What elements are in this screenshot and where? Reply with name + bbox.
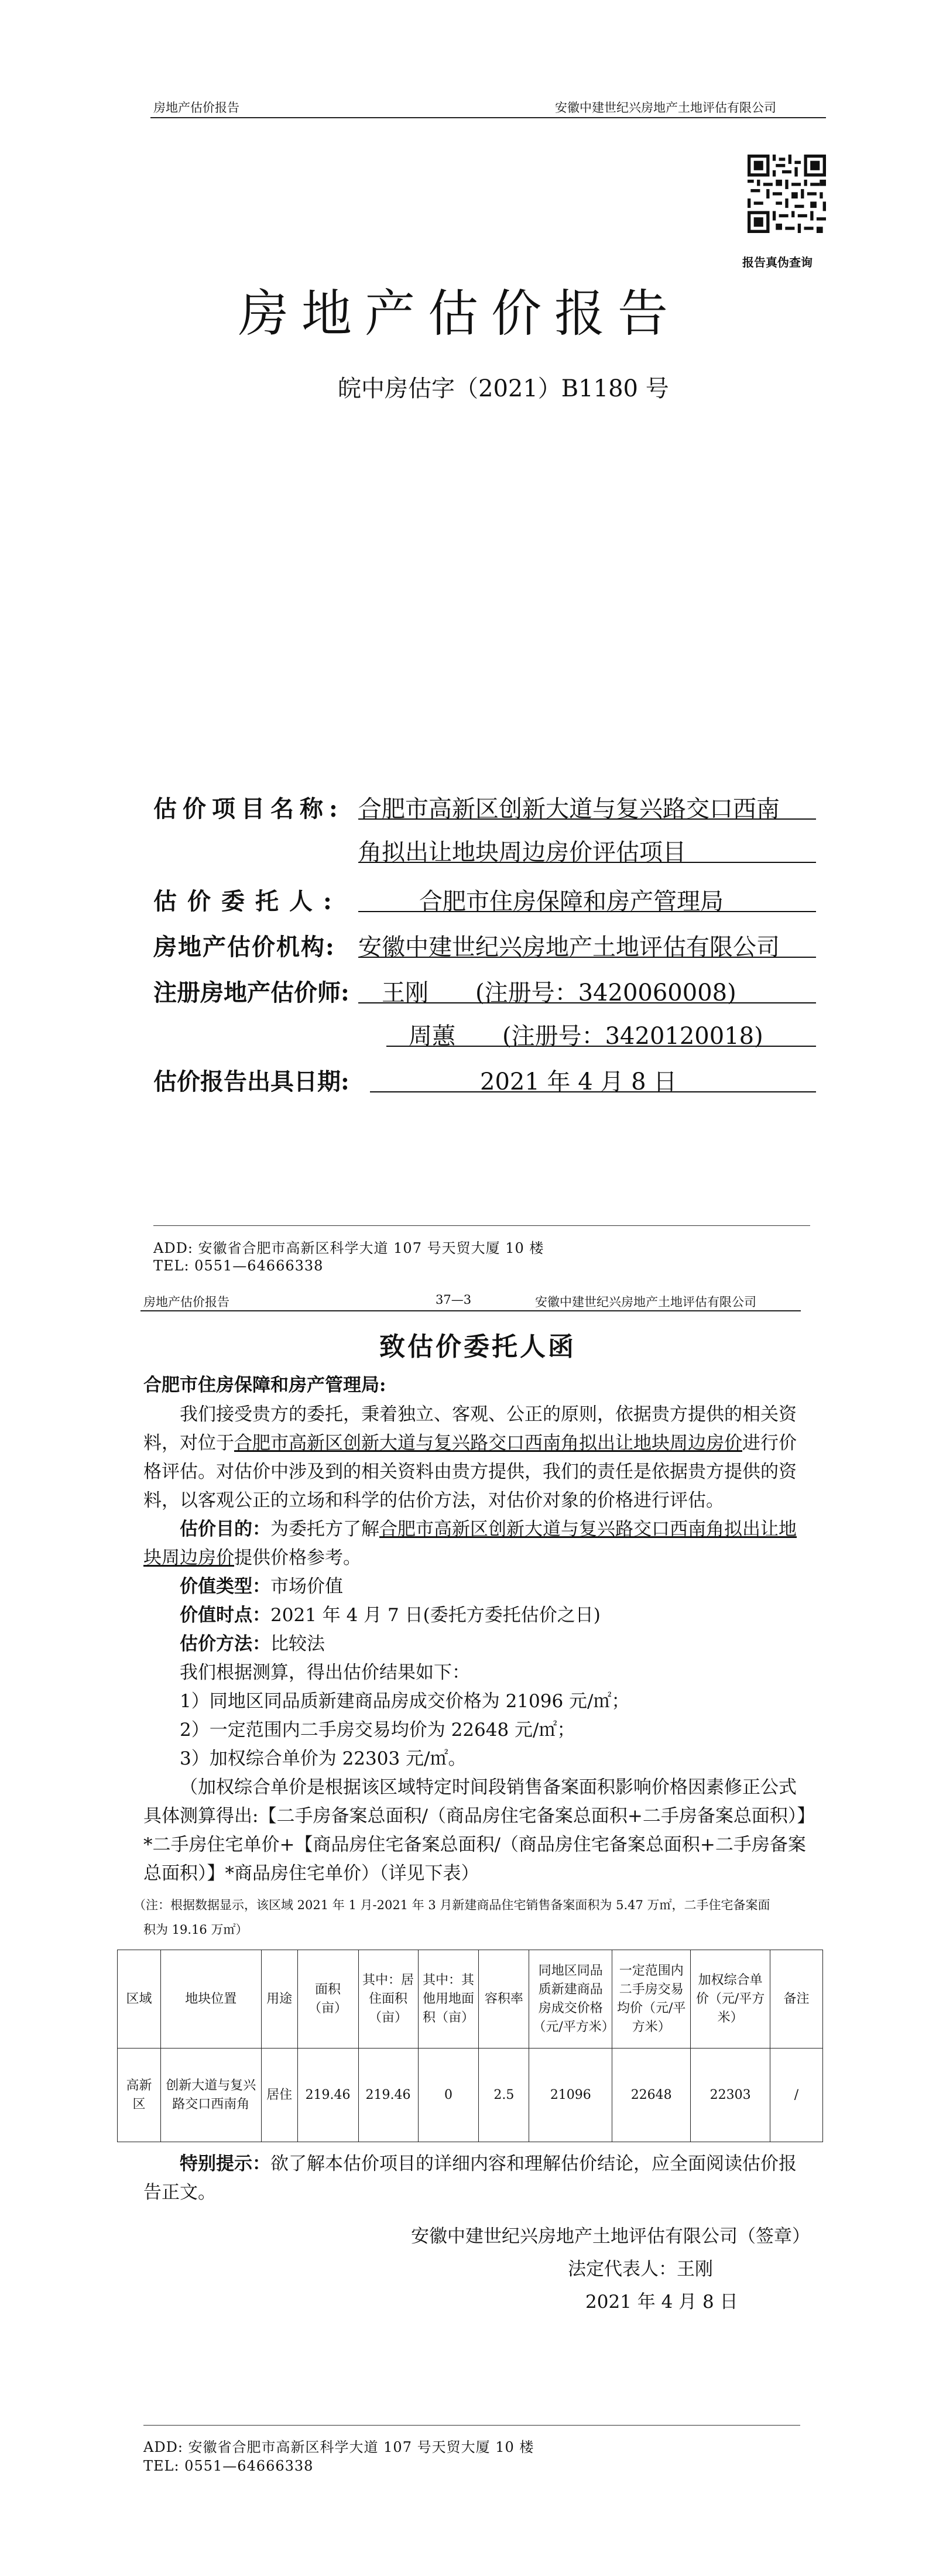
th-remarks: 备注 — [770, 1950, 823, 2049]
formula-line4: 总面积）】*商品房住宅单价）（详见下表） — [143, 1863, 479, 1884]
page1-footer-rule — [153, 1225, 810, 1226]
appraiser-2-underline — [386, 1046, 816, 1047]
page2-header-right: 安徽中建世纪兴房地产土地评估有限公司 — [535, 1295, 756, 1309]
special-note-line2: 告正文。 — [143, 2182, 216, 2203]
estimate-table — [117, 1950, 823, 2142]
method-text: 比较法 — [270, 1633, 325, 1654]
method — [180, 1630, 325, 1659]
formula-line2: 具体测算得出:【二手房备案总面积/（商品房住宅备案总面积+二手房备案总面积）】 — [143, 1806, 815, 1827]
page1-address: ADD: 安徽省合肥市高新区科学大道 107 号天贸大厦 10 楼 — [153, 1240, 544, 1256]
th-region: 区域 — [118, 1950, 161, 2049]
purpose-subject-2: 块周边房价 — [143, 1547, 234, 1568]
signature-company: 安徽中建世纪兴房地产土地评估有限公司（签章） — [411, 2226, 810, 2247]
page1-header-right: 安徽中建世纪兴房地产土地评估有限公司 — [555, 101, 776, 115]
appraiser-1-underline — [358, 1002, 816, 1003]
page2-footer-rule — [143, 2425, 800, 2426]
result-intro: 我们根据测算，得出估价结果如下： — [180, 1662, 470, 1683]
para1-line2-pre: 料，对位于 — [143, 1433, 234, 1454]
result-1: 1）同地区同品质新建商品房成交价格为 21096 元/㎡； — [180, 1691, 630, 1712]
client-value: 合肥市住房保障和房产管理局 — [419, 888, 724, 915]
appraiser-2: 周蕙 (注册号：3420120018) — [409, 1023, 763, 1050]
para1-line1: 我们接受贵方的委托，秉着独立、客观、公正的原则，依据贵方提供的相关资 — [180, 1404, 797, 1425]
para1-line2 — [143, 1429, 797, 1458]
value-type — [180, 1573, 343, 1601]
note-line1: （注：根据数据显示，该区域 2021 年 1 月-2021 年 3 月新建商品住宅销售备案面积为 5.47 万㎡，二手住宅备案面 — [133, 1898, 770, 1912]
th-far: 容积率 — [479, 1950, 529, 2049]
formula-line1: （加权综合单价是根据该区域特定时间段销售备案面积影响价格因素修正公式 — [180, 1777, 797, 1798]
report-number: 皖中房估字（2021）B1180 号 — [338, 375, 669, 402]
note-line2: 积为 19.16 万㎡） — [143, 1923, 248, 1937]
issue-date-value: 2021 年 4 月 8 日 — [480, 1068, 677, 1095]
td-other-area: 0 — [418, 2049, 479, 2142]
td-far: 2.5 — [479, 2049, 529, 2142]
issue-date-label: 估价报告出具日期: — [153, 1068, 349, 1095]
th-weighted-price: 加权综合单价（元/平方米） — [691, 1950, 770, 2049]
purpose-post: 提供价格参考。 — [234, 1547, 361, 1568]
appraiser-1: 王刚 (注册号：3420060008) — [382, 979, 736, 1006]
purpose-line1 — [180, 1515, 797, 1544]
value-type-label: 价值类型： — [180, 1576, 270, 1597]
qr-caption: 报告真伪查询 — [742, 255, 813, 269]
project-name-label: 估价项目名称: — [153, 795, 344, 823]
table-row — [118, 2049, 823, 2142]
special-note-label: 特别提示： — [180, 2153, 270, 2174]
subject-property: 合肥市高新区创新大道与复兴路交口西南角拟出让地块周边房价 — [234, 1433, 742, 1454]
th-residential-area: 其中：居住面积（亩） — [358, 1950, 418, 2049]
td-area: 219.46 — [297, 2049, 358, 2142]
th-area: 面积（亩） — [297, 1950, 358, 2049]
value-date-label: 价值时点： — [180, 1605, 270, 1626]
purpose-subject-1: 合肥市高新区创新大道与复兴路交口西南角拟出让地 — [379, 1519, 797, 1540]
agency-label: 房地产估价机构: — [153, 933, 335, 961]
client-label: 估价委托人: — [153, 888, 342, 915]
signature-legal-rep: 法定代表人：王刚 — [568, 2259, 713, 2280]
result-3: 3）加权综合单价为 22303 元/㎡。 — [180, 1748, 467, 1769]
td-location: 创新大道与复兴路交口西南角 — [160, 2049, 261, 2142]
table-header-row — [118, 1950, 823, 2049]
formula-line3: *二手房住宅单价+【商品房住宅备案总面积/（商品房住宅备案总面积+二手房备案 — [143, 1834, 806, 1855]
td-resale-price: 22648 — [612, 2049, 691, 2142]
td-remarks: / — [770, 2049, 823, 2142]
result-2: 2）一定范围内二手房交易均价为 22648 元/㎡； — [180, 1719, 575, 1741]
td-use: 居住 — [261, 2049, 297, 2142]
th-use: 用途 — [261, 1950, 297, 2049]
value-date-text: 2021 年 4 月 7 日(委托方委托估价之日) — [270, 1605, 601, 1626]
td-residential-area: 219.46 — [358, 2049, 418, 2142]
page2-address: ADD: 安徽省合肥市高新区科学大道 107 号天贸大厦 10 楼 — [143, 2439, 534, 2455]
project-name-underline2 — [358, 862, 816, 863]
salutation: 合肥市住房保障和房产管理局: — [143, 1375, 386, 1396]
td-region: 高新区 — [118, 2049, 161, 2142]
td-weighted-price: 22303 — [691, 2049, 770, 2142]
purpose-line2 — [143, 1544, 361, 1573]
td-new-price: 21096 — [529, 2049, 612, 2142]
purpose-pre: 为委托方了解 — [270, 1519, 379, 1540]
report-title: 房地产估价报告 — [238, 285, 681, 343]
agency-underline — [358, 957, 816, 958]
page1-tel: TEL: 0551—64666338 — [153, 1258, 324, 1274]
page1-header-rule — [150, 117, 826, 118]
page2-tel: TEL: 0551—64666338 — [143, 2458, 314, 2474]
page2-header-rule — [140, 1310, 801, 1311]
th-new-price: 同地区同品质新建商品房成交价格（元/平方米） — [529, 1950, 612, 2049]
th-location: 地块位置 — [160, 1950, 261, 2049]
special-note-text: 欲了解本估价项目的详细内容和理解估价结论，应全面阅读估价报 — [270, 2153, 797, 2174]
value-type-text: 市场价值 — [270, 1576, 343, 1597]
purpose-label: 估价目的： — [180, 1519, 270, 1540]
para1-line2-post: 进行价 — [742, 1433, 797, 1454]
th-resale-price: 一定范围内二手房交易均价（元/平方米） — [612, 1950, 691, 2049]
value-date — [180, 1601, 601, 1630]
appraiser-label: 注册房地产估价师: — [153, 979, 349, 1006]
signature-date: 2021 年 4 月 8 日 — [585, 2291, 738, 2313]
page1-header-left: 房地产估价报告 — [153, 101, 239, 115]
letter-title: 致估价委托人函 — [379, 1332, 576, 1362]
qr-code-icon[interactable] — [748, 155, 826, 233]
method-label: 估价方法： — [180, 1633, 270, 1654]
project-name-underline1 — [358, 818, 816, 820]
para1-line4: 料，以客观公正的立场和科学的估价方法，对估价对象的价格进行评估。 — [143, 1490, 724, 1511]
agency-value: 安徽中建世纪兴房地产土地评估有限公司 — [358, 934, 780, 961]
issue-date-underline — [370, 1091, 816, 1092]
project-name-line1: 合肥市高新区创新大道与复兴路交口西南 — [358, 796, 780, 823]
page2-header-center: 37—3 — [436, 1293, 472, 1307]
project-name-line2: 角拟出让地块周边房价评估项目 — [358, 839, 686, 866]
para1-line3: 格评估。对估价中涉及到的相关资料由贵方提供，我们的责任是依据贵方提供的资 — [143, 1461, 797, 1482]
page2-header-left: 房地产估价报告 — [143, 1295, 229, 1309]
special-note-line1 — [180, 2150, 797, 2178]
client-underline — [358, 911, 816, 912]
th-other-area: 其中：其他用地面积（亩） — [418, 1950, 479, 2049]
